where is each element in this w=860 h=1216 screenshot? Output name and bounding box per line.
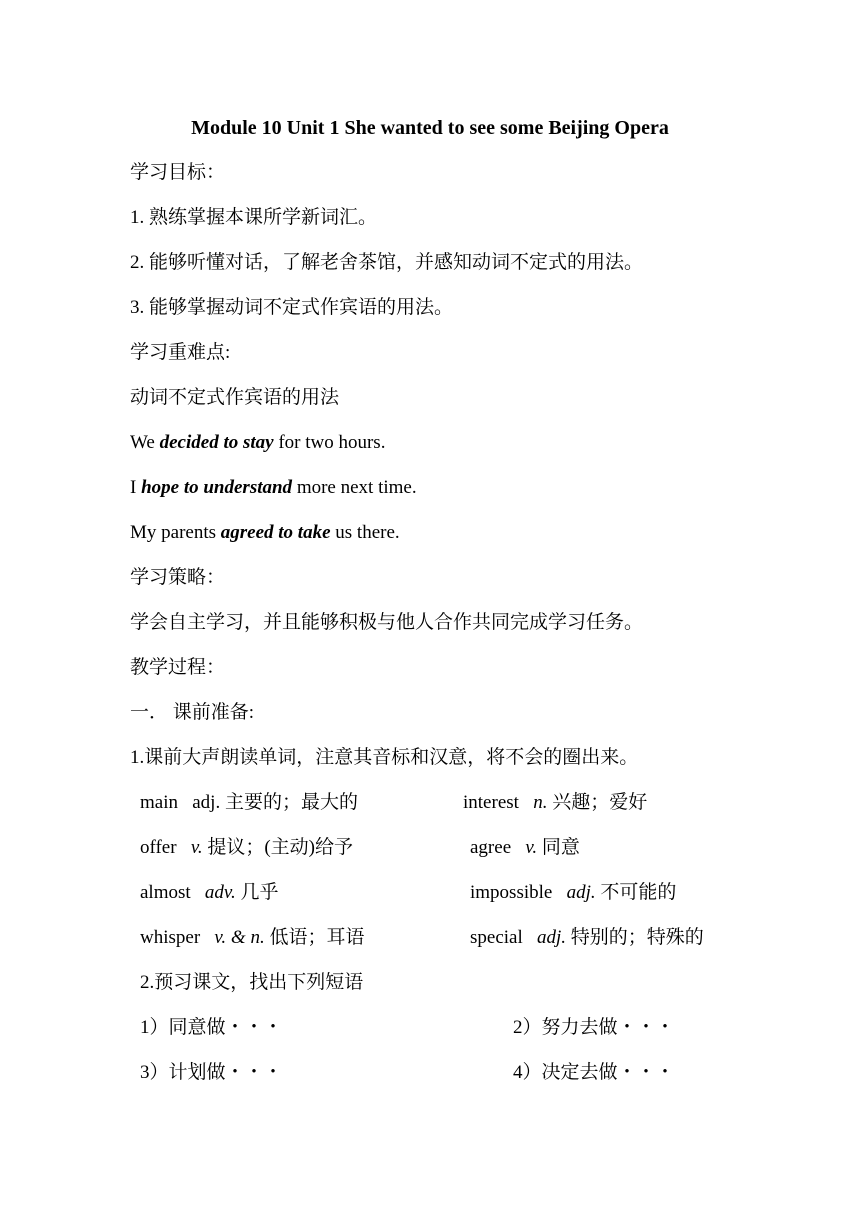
example-post: for two hours. xyxy=(273,432,386,453)
task-1: 1.课前大声朗读单词，注意其音标和汉意，将不会的圈出来。 xyxy=(130,747,639,768)
vocab-pos: adj. xyxy=(566,882,596,903)
vocab-item xyxy=(140,792,358,814)
key-heading: 学习重难点: xyxy=(130,342,231,363)
goals-heading: 学习目标： xyxy=(130,162,226,183)
strategy-heading: 学习策略： xyxy=(130,567,226,588)
goal-item-2: 2. 能够听懂对话，了解老舍茶馆，并感知动词不定式的用法。 xyxy=(130,252,644,273)
vocab-word: agree xyxy=(470,837,512,858)
task-2: 2.预习课文，找出下列短语 xyxy=(140,972,364,993)
phrase-item-1: 1）同意做・・・ xyxy=(140,1017,283,1038)
example-sentence-1 xyxy=(130,432,385,454)
vocab-word: almost xyxy=(140,882,191,903)
vocab-item xyxy=(140,927,364,949)
vocab-pos: adj. xyxy=(192,792,221,813)
vocab-pos: adv. xyxy=(204,882,236,903)
vocab-item xyxy=(140,882,278,904)
vocab-pos: adj. xyxy=(537,927,567,948)
vocab-meaning: 主要的；最大的 xyxy=(224,792,358,813)
vocab-item xyxy=(463,792,647,814)
vocab-word: whisper xyxy=(140,927,201,948)
vocab-item xyxy=(470,882,676,904)
goal-item-1: 1. 熟练掌握本课所学新词汇。 xyxy=(130,207,378,228)
vocab-item xyxy=(470,927,704,949)
page-title: Module 10 Unit 1 She wanted to see some Beijing Opera xyxy=(191,117,669,139)
vocab-pos: v. xyxy=(190,837,203,858)
example-sentence-3 xyxy=(130,522,400,544)
example-emphasis: hope to understand xyxy=(141,477,293,498)
vocab-word: main xyxy=(140,792,178,813)
vocab-word: offer xyxy=(140,837,177,858)
example-emphasis: decided to stay xyxy=(159,432,274,453)
example-sentence-2 xyxy=(130,477,417,499)
vocab-word: special xyxy=(470,927,523,948)
vocab-word: impossible xyxy=(470,882,553,903)
vocab-pos: v. xyxy=(525,837,538,858)
vocab-meaning: 低语；耳语 xyxy=(269,927,365,948)
phrase-item-2: 2）努力去做・・・ xyxy=(513,1017,675,1038)
goal-item-3: 3. 能够掌握动词不定式作宾语的用法。 xyxy=(130,297,454,318)
strategy-text: 学会自主学习，并且能够积极与他人合作共同完成学习任务。 xyxy=(130,612,644,633)
vocab-pos: v. & n. xyxy=(214,927,265,948)
phrase-item-3: 3）计划做・・・ xyxy=(140,1062,283,1083)
vocab-meaning: 不可能的 xyxy=(600,882,677,903)
vocab-pos: n. xyxy=(533,792,548,813)
vocab-meaning: 几乎 xyxy=(240,882,279,903)
example-pre: We xyxy=(130,432,160,453)
vocab-meaning: 特别的；特殊的 xyxy=(570,927,704,948)
process-heading: 教学过程： xyxy=(130,657,226,678)
key-point: 动词不定式作宾语的用法 xyxy=(130,387,340,408)
vocab-item xyxy=(140,837,353,859)
example-emphasis: agreed to take xyxy=(220,522,331,543)
phrase-item-4: 4）决定去做・・・ xyxy=(513,1062,675,1083)
section-heading-1: 一． 课前准备: xyxy=(130,702,255,723)
example-pre: I xyxy=(130,477,142,498)
vocab-meaning: 提议；(主动)给予 xyxy=(207,837,354,858)
example-post: us there. xyxy=(330,522,400,543)
example-post: more next time. xyxy=(292,477,417,498)
vocab-meaning: 兴趣；爱好 xyxy=(552,792,648,813)
example-pre: My parents xyxy=(130,522,221,543)
vocab-item xyxy=(470,837,580,859)
vocab-meaning: 同意 xyxy=(541,837,580,858)
vocab-word: interest xyxy=(463,792,519,813)
